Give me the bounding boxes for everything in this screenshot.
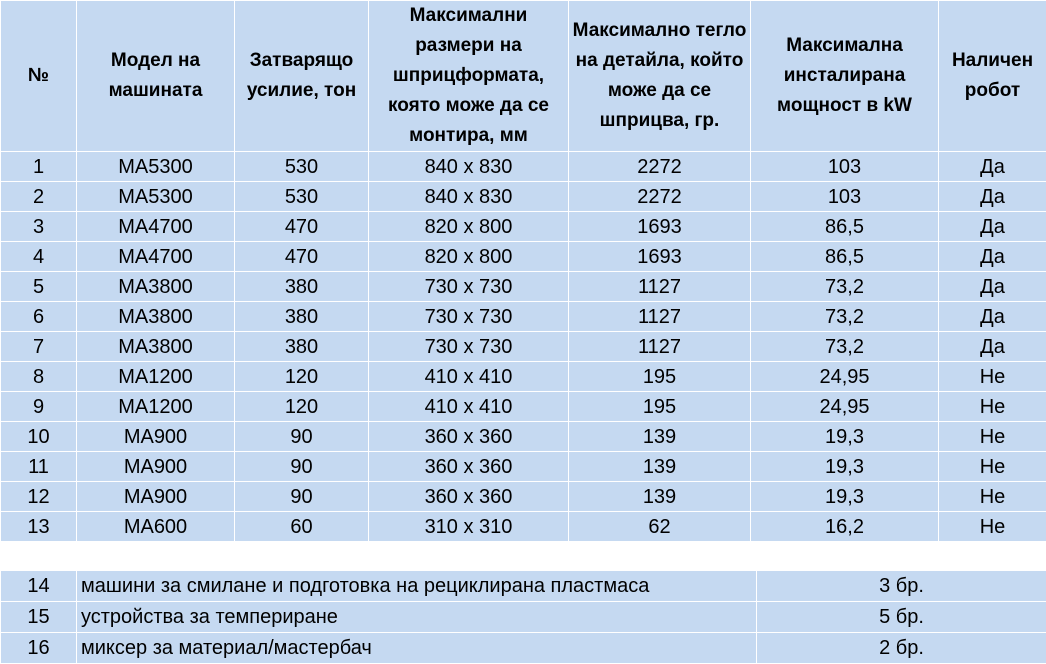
header-row — [1, 1, 1046, 152]
cell-part-weight: 2272 — [569, 182, 751, 212]
cell-power: 24,95 — [751, 362, 939, 392]
cell-number: 1 — [1, 152, 77, 182]
cell-robot: Не — [939, 422, 1046, 452]
cell-part-weight: 195 — [569, 392, 751, 422]
cell-model: MA4700 — [77, 242, 235, 272]
header-model: Модел на машината — [77, 1, 235, 152]
cell-model: MA4700 — [77, 212, 235, 242]
cell-mold-size: 360 x 360 — [369, 422, 569, 452]
header-max-part-weight: Максимално тегло на детайла, който може да се шприцва, гр. — [569, 1, 751, 152]
table-row — [1, 332, 1046, 362]
table-row — [1, 452, 1046, 482]
table-body — [1, 152, 1046, 542]
cell-quantity: 3 бр. — [757, 571, 1046, 602]
table-row — [1, 512, 1046, 542]
cell-mold-size: 820 x 800 — [369, 242, 569, 272]
cell-part-weight: 139 — [569, 422, 751, 452]
cell-part-weight: 2272 — [569, 152, 751, 182]
cell-mold-size: 840 x 830 — [369, 182, 569, 212]
cell-model: MA3800 — [77, 332, 235, 362]
cell-mold-size: 730 x 730 — [369, 332, 569, 362]
cell-number: 13 — [1, 512, 77, 542]
cell-power: 73,2 — [751, 272, 939, 302]
cell-mold-size: 360 x 360 — [369, 482, 569, 512]
table-row — [1, 242, 1046, 272]
cell-mold-size: 360 x 360 — [369, 452, 569, 482]
cell-power: 103 — [751, 152, 939, 182]
cell-clamping-force: 470 — [235, 212, 369, 242]
cell-robot: Не — [939, 392, 1046, 422]
header-robot: Наличен робот — [939, 1, 1046, 152]
cell-mold-size: 410 x 410 — [369, 362, 569, 392]
cell-number: 8 — [1, 362, 77, 392]
cell-model: MA900 — [77, 482, 235, 512]
cell-model: MA1200 — [77, 362, 235, 392]
cell-part-weight: 1693 — [569, 212, 751, 242]
cell-number: 3 — [1, 212, 77, 242]
cell-number: 12 — [1, 482, 77, 512]
table-row — [1, 422, 1046, 452]
cell-number: 7 — [1, 332, 77, 362]
table-row — [1, 272, 1046, 302]
cell-part-weight: 139 — [569, 482, 751, 512]
cell-power: 73,2 — [751, 302, 939, 332]
cell-mold-size: 410 x 410 — [369, 392, 569, 422]
cell-power: 19,3 — [751, 422, 939, 452]
cell-robot: Да — [939, 152, 1046, 182]
cell-model: MA3800 — [77, 302, 235, 332]
cell-part-weight: 139 — [569, 452, 751, 482]
cell-clamping-force: 90 — [235, 422, 369, 452]
cell-power: 16,2 — [751, 512, 939, 542]
cell-power: 86,5 — [751, 212, 939, 242]
cell-mold-size: 310 x 310 — [369, 512, 569, 542]
cell-number: 15 — [1, 602, 77, 633]
cell-power: 103 — [751, 182, 939, 212]
table-row — [1, 482, 1046, 512]
cell-number: 9 — [1, 392, 77, 422]
cell-number: 6 — [1, 302, 77, 332]
table-row — [1, 362, 1046, 392]
cell-quantity: 2 бр. — [757, 633, 1046, 664]
cell-quantity: 5 бр. — [757, 602, 1046, 633]
cell-number: 11 — [1, 452, 77, 482]
table-header — [1, 1, 1046, 152]
cell-number: 5 — [1, 272, 77, 302]
cell-part-weight: 1127 — [569, 332, 751, 362]
cell-robot: Не — [939, 362, 1046, 392]
cell-power: 19,3 — [751, 482, 939, 512]
table-row — [1, 392, 1046, 422]
cell-power: 73,2 — [751, 332, 939, 362]
cell-description: машини за смилане и подготовка на рециклирана пластмаса — [77, 571, 757, 602]
cell-robot: Да — [939, 182, 1046, 212]
equipment-table-body — [1, 571, 1046, 664]
cell-description: миксер за материал/мастербач — [77, 633, 757, 664]
cell-power: 19,3 — [751, 452, 939, 482]
cell-part-weight: 1693 — [569, 242, 751, 272]
table-row — [1, 212, 1046, 242]
cell-number: 10 — [1, 422, 77, 452]
cell-model: MA600 — [77, 512, 235, 542]
cell-power: 86,5 — [751, 242, 939, 272]
cell-number: 2 — [1, 182, 77, 212]
cell-model: MA5300 — [77, 182, 235, 212]
cell-robot: Да — [939, 332, 1046, 362]
cell-description: устройства за темпериране — [77, 602, 757, 633]
cell-model: MA3800 — [77, 272, 235, 302]
header-number: № — [1, 1, 77, 152]
cell-model: MA900 — [77, 452, 235, 482]
header-clamping-force: Затварящо усилие, тон — [235, 1, 369, 152]
header-max-power: Максимална инсталирана мощност в kW — [751, 1, 939, 152]
cell-mold-size: 730 x 730 — [369, 272, 569, 302]
cell-part-weight: 1127 — [569, 272, 751, 302]
cell-mold-size: 840 x 830 — [369, 152, 569, 182]
cell-clamping-force: 90 — [235, 452, 369, 482]
cell-clamping-force: 380 — [235, 272, 369, 302]
table-row — [1, 152, 1046, 182]
table-row — [1, 182, 1046, 212]
cell-robot: Не — [939, 512, 1046, 542]
cell-clamping-force: 120 — [235, 362, 369, 392]
cell-model: MA1200 — [77, 392, 235, 422]
cell-model: MA900 — [77, 422, 235, 452]
cell-part-weight: 195 — [569, 362, 751, 392]
cell-clamping-force: 120 — [235, 392, 369, 422]
cell-clamping-force: 60 — [235, 512, 369, 542]
equipment-row — [1, 602, 1046, 633]
cell-clamping-force: 90 — [235, 482, 369, 512]
cell-model: MA5300 — [77, 152, 235, 182]
cell-part-weight: 1127 — [569, 302, 751, 332]
cell-robot: Да — [939, 242, 1046, 272]
cell-robot: Да — [939, 212, 1046, 242]
equipment-table — [0, 570, 1046, 664]
cell-mold-size: 730 x 730 — [369, 302, 569, 332]
equipment-row — [1, 633, 1046, 664]
cell-clamping-force: 380 — [235, 302, 369, 332]
cell-robot: Да — [939, 302, 1046, 332]
cell-part-weight: 62 — [569, 512, 751, 542]
table-row — [1, 302, 1046, 332]
cell-number: 14 — [1, 571, 77, 602]
cell-robot: Да — [939, 272, 1046, 302]
header-max-mold-size: Максимални размери на шприцформата, която може да се монтира, мм — [369, 1, 569, 152]
cell-clamping-force: 530 — [235, 182, 369, 212]
cell-number: 16 — [1, 633, 77, 664]
cell-clamping-force: 380 — [235, 332, 369, 362]
cell-clamping-force: 470 — [235, 242, 369, 272]
cell-power: 24,95 — [751, 392, 939, 422]
cell-clamping-force: 530 — [235, 152, 369, 182]
cell-mold-size: 820 x 800 — [369, 212, 569, 242]
cell-robot: Не — [939, 452, 1046, 482]
cell-robot: Не — [939, 482, 1046, 512]
cell-number: 4 — [1, 242, 77, 272]
equipment-row — [1, 571, 1046, 602]
